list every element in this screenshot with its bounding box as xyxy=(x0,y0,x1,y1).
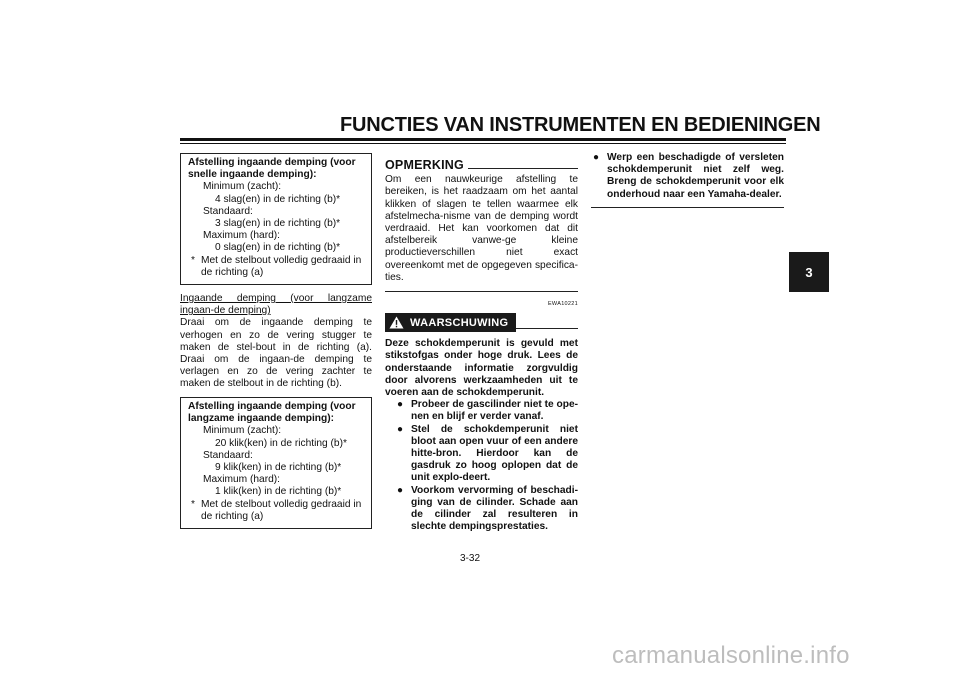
spec-min-value: 20 klik(ken) in de richting (b)* xyxy=(215,437,347,449)
spec-std-value: 9 klik(ken) in de richting (b)* xyxy=(215,462,342,474)
spec-footnote xyxy=(188,255,365,279)
warning-badge xyxy=(385,313,516,332)
spec-box-slow-damping xyxy=(180,397,372,529)
watermark: carmanualsonline.info xyxy=(612,642,850,669)
warning-bullet xyxy=(385,485,578,534)
bullet-icon: ● xyxy=(397,399,404,411)
warning-label: WAARSCHUWING xyxy=(410,316,509,329)
bullet-icon: ● xyxy=(397,423,404,435)
chapter-tab[interactable]: 3 xyxy=(789,252,829,292)
spec-min-value: 4 slag(en) in de richting (b)* xyxy=(215,193,341,205)
spec-min-label: Minimum (zacht): xyxy=(203,425,282,437)
bullet-text: Stel de schokdemperunit niet bloot aan open vuur of een andere hitte-bron. Hierdoor kan de gasdruk zo hoog oplopen dat de unit explo-deert. xyxy=(411,423,578,484)
note-label: OPMERKING xyxy=(385,158,464,172)
bullet-icon: ● xyxy=(593,152,600,163)
spec-max-value: 0 slag(en) in de richting (b)* xyxy=(215,242,341,254)
slow-damping-section xyxy=(180,293,372,391)
warning-heading xyxy=(385,313,578,332)
title-rule xyxy=(180,138,786,141)
footnote-star: * xyxy=(191,254,195,266)
note-heading xyxy=(385,159,578,171)
title-rule-thin xyxy=(180,143,786,144)
section-body: Draai om de ingaande demping te verhogen en zo de vering stugger te maken de stel-bout in de richting (a). Draai om de ingaan-de demping te verlagen en zo de vering zachter te maken de stelbout in de richting (b). xyxy=(180,317,372,390)
bullet-text: Werp een beschadigde of versleten schokdemperunit niet zelf weg. Breng de schokdemperunit voor elk onderhoud naar een Yamaha-dealer. xyxy=(607,152,784,200)
bullet-text: Probeer de gascilinder niet te ope-nen en blijf er verder vanaf. xyxy=(411,399,579,423)
spec-heading: Afstelling ingaande demping (voor langzame ingaande demping): xyxy=(188,401,356,425)
page-title: FUNCTIES VAN INSTRUMENTEN EN BEDIENINGEN xyxy=(340,114,821,136)
spec-footnote xyxy=(188,499,365,523)
spec-max-label: Maximum (hard): xyxy=(203,474,280,486)
footnote-star: * xyxy=(191,498,195,510)
warning-rule xyxy=(516,328,578,329)
bullet-text: Voorkom vervorming of beschadi-ging van de cilinder. Schade aan de cilinder zal resulteren in slechte dempingsprestaties. xyxy=(411,484,578,533)
spec-max-value: 1 klik(ken) in de richting (b)* xyxy=(215,486,342,498)
warning-triangle-icon xyxy=(389,316,404,329)
spec-heading: Afstelling ingaande demping (voor snelle ingaande demping): xyxy=(188,157,356,181)
spec-box-fast-damping xyxy=(180,153,372,285)
warning-code: EWA10221 xyxy=(547,301,578,308)
column-middle xyxy=(385,159,578,533)
warning-bullet-list xyxy=(385,399,578,533)
note-separator xyxy=(385,291,578,292)
section-subheading: Ingaande demping (voor langzame ingaan-de demping) xyxy=(180,293,372,317)
spec-min-label: Minimum (zacht): xyxy=(203,181,282,193)
warning-bullet xyxy=(591,152,784,201)
warning-intro: Deze schokdemperunit is gevuld met stikstofgas onder hoge druk. Lees de onderstaande informatie zorgvuldig door alvorens werkzaamheden uit te voeren aan de schokdemperunit. xyxy=(385,338,578,399)
spec-std-value: 3 slag(en) in de richting (b)* xyxy=(215,218,341,230)
warning-bullet xyxy=(385,399,578,423)
spec-max-label: Maximum (hard): xyxy=(203,230,280,242)
note-rule xyxy=(468,168,578,169)
footnote-text: Met de stelbout volledig gedraaid in de richting (a) xyxy=(201,254,362,278)
column-right xyxy=(591,152,784,208)
footnote-text: Met de stelbout volledig gedraaid in de richting (a) xyxy=(201,498,362,522)
spec-std-label: Standaard: xyxy=(203,449,253,461)
note-body: Om een nauwkeurige afstelling te bereiken, is het raadzaam om het aantal klikken of slagen te tellen waarmee elk afstelmecha-nisme van de demping wordt verdraaid. Het kan voorkomen dat dit afstelbereik vanwe-ge kleine productieverschillen niet exact overeenkomt met de opgegeven specifica-ties. xyxy=(385,174,578,283)
spec-std-label: Standaard: xyxy=(203,205,253,217)
bullet-icon: ● xyxy=(397,484,404,496)
warning-bullet-list-continued xyxy=(591,152,784,201)
warning-end-rule xyxy=(591,207,784,208)
page-number: 3-32 xyxy=(460,553,481,564)
warning-bullet xyxy=(385,424,578,485)
